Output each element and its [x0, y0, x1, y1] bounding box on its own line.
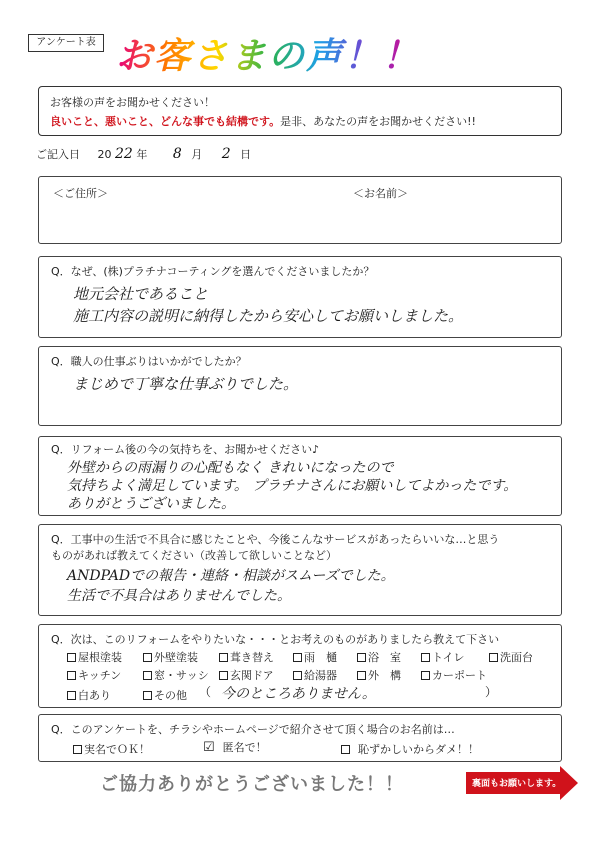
option-reroof[interactable]	[219, 649, 274, 665]
question-improvements-line1: Q．工事中の生活で不具合に感じたことや、今後こんなサービスがあったらいいな…と思う	[51, 533, 500, 546]
question-improvements-line2: ものがあれば教えてください（改善して欲しいことなど）	[51, 549, 337, 562]
option-label: 葺き替え	[230, 651, 274, 664]
checkbox-icon	[293, 671, 302, 680]
intro-line1: お客様の声をお聞かせください！	[50, 96, 215, 109]
turn-over-arrow[interactable]	[466, 766, 578, 800]
question-box-next-reform	[38, 624, 562, 708]
checkbox-icon	[219, 653, 228, 662]
intro-line2	[50, 113, 476, 129]
thanks-message: ご協力ありがとうございました！！	[100, 774, 404, 795]
option-label: 恥ずかしいからダメ！！	[358, 743, 479, 756]
option-label: 給湯器	[304, 669, 337, 682]
question-box-publicity	[38, 714, 562, 762]
checkbox-icon	[143, 671, 152, 680]
option-label: キッチン	[78, 669, 122, 682]
option-label: 外 構	[368, 669, 401, 682]
option-label: 外壁塗装	[154, 651, 198, 664]
intro-emphasis: 良いこと、悪いこと、どんな事でも結構です。	[50, 115, 281, 128]
intro-rest: 是非、あなたの声をお聞かせください!!	[280, 115, 476, 128]
answer-reason-line1: 地元会社であること	[73, 285, 209, 303]
option-water-heater[interactable]	[293, 667, 337, 683]
checkbox-icon	[143, 653, 152, 662]
name-label: ＜お名前＞	[353, 187, 408, 200]
turn-over-text: 裏面もお願いします。	[472, 779, 562, 789]
answer-improvements-line1: ANDPADでの報告・連絡・相談がスムーズでした。	[67, 568, 395, 584]
checkbox-icon	[219, 671, 228, 680]
option-label: その他	[154, 689, 187, 702]
date-month: 8	[172, 146, 182, 162]
option-label: カーポート	[432, 669, 487, 682]
option-label: トイレ	[432, 651, 465, 664]
answer-feelings-line1: 外壁からの雨漏りの心配もなく きれいになったので	[67, 460, 394, 476]
option-gutter[interactable]	[293, 649, 337, 665]
answer-feelings-line2: 気持ちよく満足しています。 プラチナさんにお願いしてよかったです。	[67, 478, 518, 494]
checked-checkbox-icon: ☑	[203, 739, 215, 755]
answer-reason-line2: 施工内容の説明に納得したから安心してお願いしました。	[73, 307, 464, 325]
option-label: 玄関ドア	[230, 669, 274, 682]
date-year: 22	[115, 146, 133, 162]
date-label: ご記入日	[36, 148, 80, 161]
survey-tag: アンケート表	[28, 34, 104, 52]
option-label: 実名でＯＫ！	[84, 743, 150, 756]
option-label: 浴 室	[368, 651, 401, 664]
date-day-unit: 日	[240, 148, 252, 161]
checkbox-icon	[73, 745, 82, 754]
checkbox-icon	[357, 653, 366, 662]
option-label: 雨 樋	[304, 651, 337, 664]
question-next-reform: Q．次は、このリフォームをやりたいな・・・とお考えのものがありましたら教えて下さい	[51, 633, 500, 646]
date-month-unit: 月	[191, 148, 203, 161]
question-box-workmanship	[38, 346, 562, 426]
option-real-name[interactable]	[73, 741, 150, 757]
option-kitchen[interactable]	[67, 667, 121, 683]
checkbox-icon	[143, 691, 152, 700]
date-day: 2	[221, 146, 231, 162]
answer-improvements-line2: 生活で不具合はありませんでした。	[67, 588, 291, 604]
other-answer: 今のところありません。	[221, 686, 376, 702]
option-other[interactable]	[143, 687, 187, 703]
option-washbasin[interactable]	[489, 649, 533, 665]
other-close-paren: ）	[485, 685, 498, 699]
checkbox-icon	[489, 653, 498, 662]
option-bath[interactable]	[357, 649, 401, 665]
page-title: お客さまの声！！	[116, 28, 420, 79]
checkbox-icon	[421, 671, 430, 680]
option-exterior[interactable]	[357, 667, 401, 683]
other-open-paren: （	[199, 685, 212, 699]
question-box-improvements	[38, 524, 562, 616]
option-window[interactable]	[143, 667, 209, 683]
option-label: 窓・サッシ	[154, 669, 209, 682]
question-box-feelings	[38, 436, 562, 516]
checkbox-icon	[293, 653, 302, 662]
option-wall-paint[interactable]	[143, 649, 198, 665]
question-feelings: Q．リフォーム後の今の気持ちを、お聞かせください♪	[51, 443, 320, 456]
question-reason: Q．なぜ、(株)プラチナコーティングを選んでくださいましたか？	[51, 265, 375, 278]
option-door[interactable]	[219, 667, 274, 683]
question-publicity: Q．このアンケートを、チラシやホームページで紹介させて頂く場合のお名前は…	[51, 723, 455, 736]
date-year-unit: 年	[136, 148, 148, 161]
option-label: 白あり	[78, 689, 111, 702]
option-carport[interactable]	[421, 667, 487, 683]
option-roof-paint[interactable]	[67, 649, 122, 665]
checkbox-icon	[341, 745, 350, 754]
entry-date	[36, 146, 251, 162]
address-label: ＜ご住所＞	[53, 187, 108, 200]
checkbox-icon	[357, 671, 366, 680]
option-label: 匿名で！	[222, 741, 267, 754]
answer-workmanship: まじめで丁寧な仕事ぶりでした。	[73, 375, 299, 393]
customer-info-box	[38, 176, 562, 244]
checkbox-icon	[67, 653, 76, 662]
checkbox-icon	[67, 691, 76, 700]
option-decline[interactable]	[341, 741, 479, 757]
date-era: 20	[97, 148, 112, 161]
answer-feelings-line3: ありがとうございました。	[67, 496, 235, 512]
question-box-reason	[38, 256, 562, 338]
option-toilet[interactable]	[421, 649, 464, 665]
checkbox-icon	[421, 653, 430, 662]
option-label: 屋根塗装	[78, 651, 122, 664]
option-label: 洗面台	[500, 651, 533, 664]
question-workmanship: Q．職人の仕事ぶりはいかがでしたか？	[51, 355, 247, 368]
checkbox-icon	[67, 671, 76, 680]
option-termite[interactable]	[67, 687, 111, 703]
option-anonymous[interactable]	[203, 739, 267, 755]
